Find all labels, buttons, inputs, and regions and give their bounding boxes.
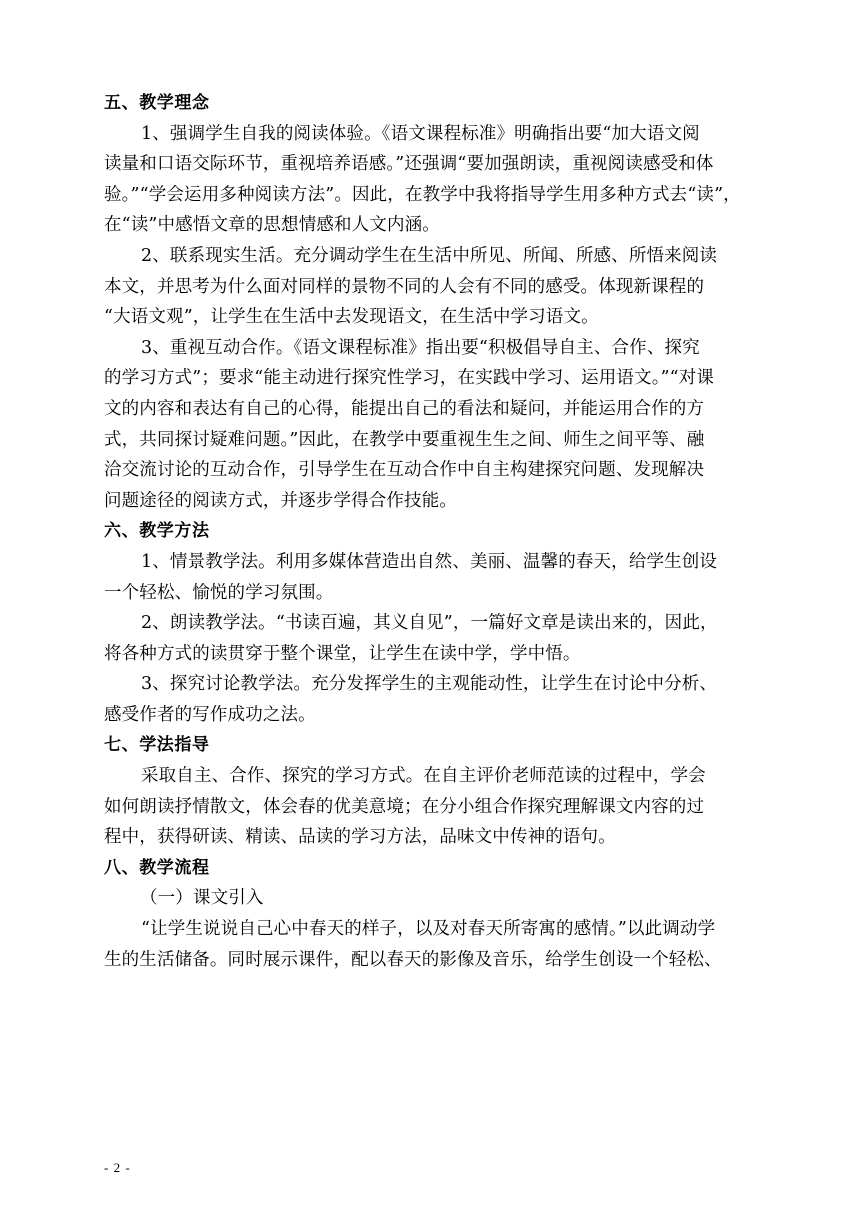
paragraph-line: 3、探究讨论教学法。充分发挥学生的主观能动性，让学生在讨论中分析、 [141, 674, 718, 695]
paragraph-line: 生的生活储备。同时展示课件，配以春天的影像及音乐，给学生创设一个轻松、 [104, 949, 722, 970]
paragraph-line: 洽交流讨论的互动合作，引导学生在互动合作中自主构建探究问题、发现解决 [104, 460, 705, 481]
paragraph-line: 如何朗读抒情散文，体会春的优美意境；在分小组合作探究理解课文内容的过 [104, 796, 705, 817]
paragraph-line: 的学习方式”；要求“能主动进行探究性学习，在实践中学习、运用语文。”“对课 [104, 368, 715, 389]
paragraph-line: 2、联系现实生活。充分调动学生在生活中所见、所闻、所感、所悟来阅读 [141, 245, 718, 266]
paragraph-line: 1、强调学生自我的阅读体验。《语文课程标准》明确指出要“加大语文阅 [141, 123, 700, 144]
paragraph-line: 式，共同探讨疑难问题。”因此，在教学中要重视生生之间、师生之间平等、融 [104, 429, 705, 450]
paragraph-line: 本文，并思考为什么面对同样的景物不同的人会有不同的感受。体现新课程的 [104, 276, 705, 297]
paragraph-line: “让学生说说自己心中春天的样子，以及对春天所寄寓的感情。”以此调动学 [141, 919, 716, 940]
section-heading-teaching-process: 八、教学流程 [104, 857, 210, 878]
document-body [104, 88, 804, 975]
subsection-heading-lesson-intro: （一）课文引入 [140, 888, 264, 909]
paragraph-line: “大语文观”，让学生在生活中去发现语文，在生活中学习语文。 [104, 307, 599, 328]
paragraph-line: 采取自主、合作、探究的学习方式。在自主评价老师范读的过程中，学会 [141, 766, 706, 787]
paragraph-line: 1、情景教学法。利用多媒体营造出自然、美丽、温馨的春天，给学生创设 [141, 551, 718, 572]
section-heading-teaching-philosophy: 五、教学理念 [104, 93, 210, 113]
section-heading-teaching-methods: 六、教学方法 [104, 521, 210, 542]
paragraph-line: 将各种方式的读贯穿于整个课堂，让学生在读中学，学中悟。 [104, 643, 581, 664]
paragraph-line: 验。”“学会运用多种阅读方法”。因此，在教学中我将指导学生用多种方式去“读”， [104, 184, 741, 205]
section-heading-learning-guidance: 七、学法指导 [104, 735, 210, 756]
paragraph-line: 在“读”中感悟文章的思想情感和人文内涵。 [104, 215, 440, 236]
paragraph-line: 一个轻松、愉悦的学习氛围。 [104, 582, 334, 603]
paragraph-line: 感受作者的写作成功之法。 [104, 704, 316, 725]
paragraph-line: 3、重视互动合作。《语文课程标准》指出要“积极倡导自主、合作、探究 [141, 337, 700, 358]
paragraph-line: 程中，获得研读、精读、品读的学习方法，品味文中传神的语句。 [104, 827, 616, 848]
paragraph-line: 2、朗读教学法。“书读百遍，其义自见”，一篇好文章是读出来的，因此， [141, 613, 718, 634]
paragraph-line: 读量和口语交际环节，重视培养语感。”还强调“要加强朗读，重视阅读感受和体 [104, 154, 714, 175]
page-number: - 2 - [104, 1160, 131, 1175]
paragraph-line: 问题途径的阅读方式，并逐步学得合作技能。 [104, 490, 457, 511]
paragraph-line: 文的内容和表达有自己的心得，能提出自己的看法和疑问，并能运用合作的方 [104, 398, 705, 419]
